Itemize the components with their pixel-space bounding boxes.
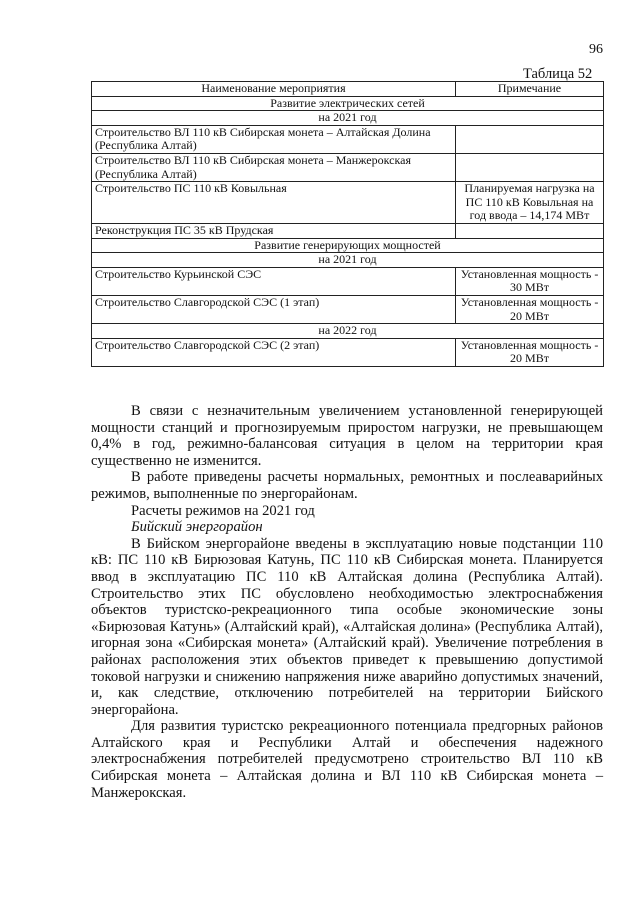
table-section-row [92, 253, 604, 268]
table-header-row [92, 82, 604, 97]
measure-name: Строительство Славгородской СЭС (1 этап) [92, 295, 456, 323]
table-caption: Таблица 52 [523, 66, 593, 82]
table-row [92, 223, 604, 238]
measure-note: Установленная мощность - 20 МВт [456, 295, 604, 323]
header-name: Наименование мероприятия [92, 82, 456, 97]
measure-note [456, 223, 604, 238]
paragraph: В связи с незначительным увеличением установленной генерирующей мощности станций и прогнозируемым приростом нагрузки, не превышающем 0,4% в год, режимно-балансовая ситуация в целом на территории края существенно не изменится. [91, 403, 603, 469]
table-row [92, 338, 604, 366]
table-row [92, 295, 604, 323]
section-label: на 2022 год [92, 324, 604, 339]
section-label: на 2021 год [92, 253, 604, 268]
page-number: 96 [589, 42, 603, 57]
measure-name: Строительство ВЛ 110 кВ Сибирская монета – Манжерокская (Республика Алтай) [92, 153, 456, 181]
paragraph: В работе приведены расчеты нормальных, ремонтных и послеаварийных режимов, выполненные по энергорайонам. [91, 469, 603, 502]
table-row [92, 182, 604, 224]
measures-table [91, 81, 604, 367]
measure-name: Строительство Славгородской СЭС (2 этап) [92, 338, 456, 366]
subsection-heading: Бийский энергорайон [131, 519, 263, 536]
measure-name: Строительство ВЛ 110 кВ Сибирская монета – Алтайская Долина (Республика Алтай) [92, 125, 456, 153]
measure-name: Строительство Курьинской СЭС [92, 267, 456, 295]
body-text [91, 403, 603, 801]
table-section-row [92, 238, 604, 253]
measure-note [456, 153, 604, 181]
paragraph: В Бийском энергорайоне введены в эксплуатацию новые подстанции 110 кВ: ПС 110 кВ Бирюзовая Катунь, ПС 110 кВ Сибирская монета. Планируется ввод в эксплуатацию ПС 110 кВ Алтайская долина (Республика Алтай). Строительство этих ПС обусловлено необходимостью электроснабжения объектов туристско-рекреационного типа особые экономические зоны «Бирюзовая Катунь» (Алтайский край), «Алтайская долина» (Республика Алтай), игорная зона «Сибирская монета» (Алтайский край). Увеличение потребления в районах расположения этих объектов приведет к превышению допустимой токовой нагрузки и снижению напряжения ниже аварийно допустимых значений, и, как следствие, отключению потребителей на территории Бийского энергорайона. [91, 535, 603, 718]
paragraph: Для развития туристско рекреационного потенциала предгорных районов Алтайского края и Республики Алтай и обеспечения надежного электроснабжения потребителей предусмотрено строительство ВЛ 110 кВ Сибирская монета – Алтайская долина и ВЛ 110 кВ Сибирская монета – Манжерокская. [91, 718, 603, 801]
section-label: на 2021 год [92, 111, 604, 126]
measure-note: Установленная мощность - 30 МВт [456, 267, 604, 295]
table-row [92, 125, 604, 153]
table-row [92, 153, 604, 181]
section-heading: Расчеты режимов на 2021 год [131, 502, 315, 519]
table-section-row [92, 96, 604, 111]
measure-note: Установленная мощность - 20 МВт [456, 338, 604, 366]
section-label: Развитие электрических сетей [92, 96, 604, 111]
measure-note: Планируемая нагрузка на ПС 110 кВ Ковыльная на год ввода – 14,174 МВт [456, 182, 604, 224]
measure-name: Строительство ПС 110 кВ Ковыльная [92, 182, 456, 224]
table-section-row [92, 324, 604, 339]
table-section-row [92, 111, 604, 126]
table-row [92, 267, 604, 295]
measure-name: Реконструкция ПС 35 кВ Прудская [92, 223, 456, 238]
measure-note [456, 125, 604, 153]
section-label: Развитие генерирующих мощностей [92, 238, 604, 253]
header-note: Примечание [456, 82, 604, 97]
